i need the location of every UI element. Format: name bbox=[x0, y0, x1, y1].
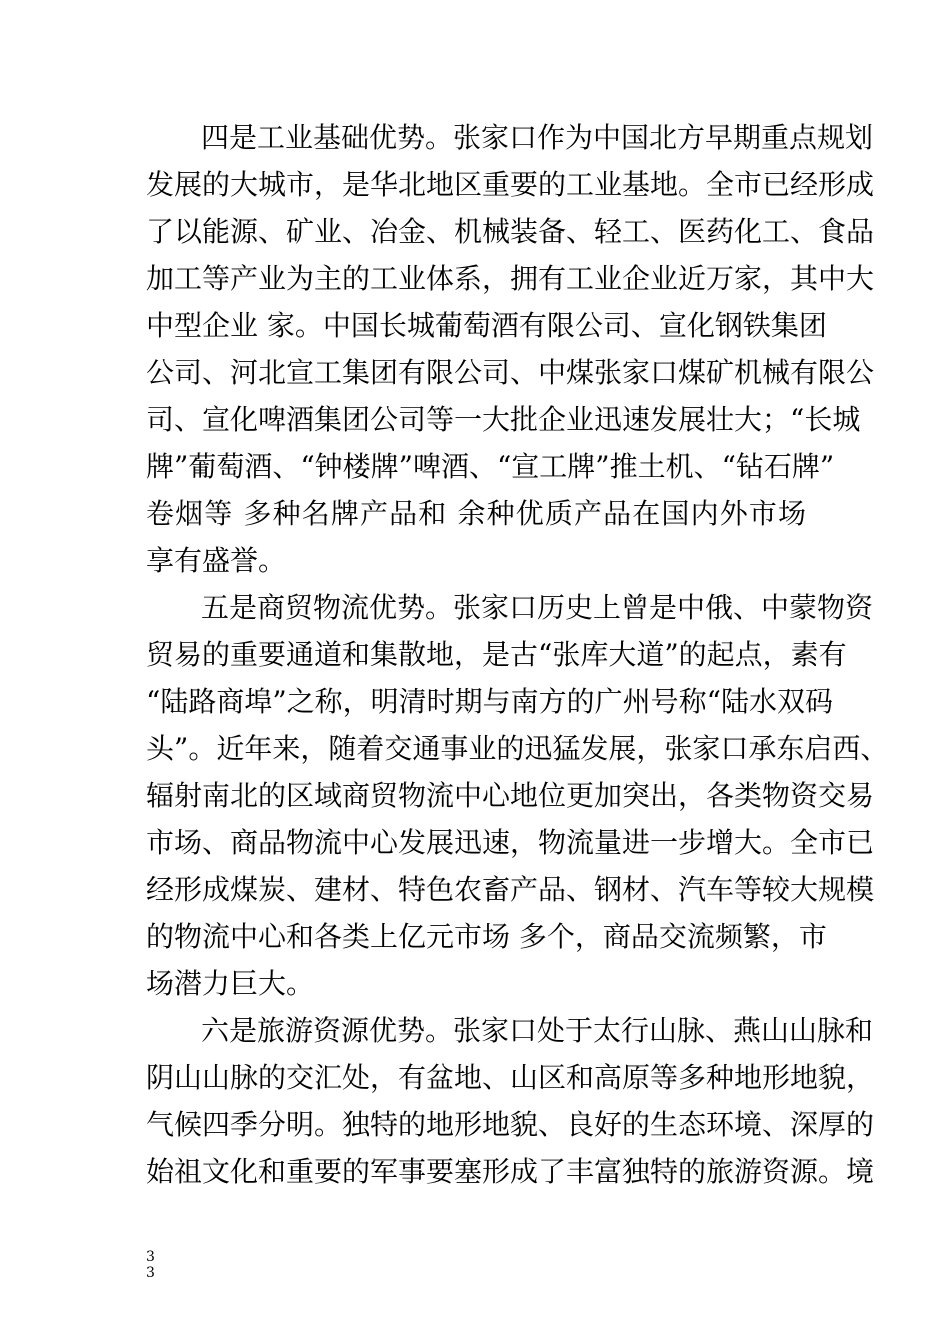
text-line: 加工等产业为主的工业体系，拥有工业企业近万家，其中大 bbox=[146, 262, 875, 295]
text-line: 司、宣化啤酒集团公司等一大批企业迅速发展壮大；“长城 bbox=[146, 403, 861, 436]
text-line: 场潜力巨大。 bbox=[146, 967, 315, 1000]
text-line: 经形成煤炭、建材、特色农畜产品、钢材、汽车等较大规模 bbox=[146, 873, 875, 906]
text-line: 发展的大城市，是华北地区重要的工业基地。全市已经形成 bbox=[146, 168, 875, 201]
text-line: 市场、商品物流中心发展迅速，物流量进一步增大。全市已 bbox=[146, 826, 875, 859]
text-line: 头”。近年来，随着交通事业的迅猛发展，张家口承东启西、 bbox=[146, 732, 889, 765]
text-line: 四是工业基础优势。张家口作为中国北方早期重点规划 bbox=[201, 121, 874, 154]
text-line: 六是旅游资源优势。张家口处于太行山脉、燕山山脉和 bbox=[201, 1014, 874, 1047]
text-line: 中型企业 家。中国长城葡萄酒有限公司、宣化钢铁集团 bbox=[146, 309, 827, 342]
page-number: 3 bbox=[146, 1265, 155, 1281]
text-line: “陆路商埠”之称，明清时期与南方的广州号称“陆水双码 bbox=[146, 685, 833, 718]
text-line: 卷烟等 多种名牌产品和 余种优质产品在国内外市场 bbox=[146, 497, 806, 530]
text-line: 牌”葡萄酒、“钟楼牌”啤酒、“宣工牌”推土机、“钻石牌” bbox=[146, 450, 835, 483]
text-line: 五是商贸物流优势。张家口历史上曾是中俄、中蒙物资 bbox=[201, 591, 874, 624]
text-line: 辐射南北的区域商贸物流中心地位更加突出，各类物资交易 bbox=[146, 779, 875, 812]
text-line: 气候四季分明。独特的地形地貌、良好的生态环境、深厚的 bbox=[146, 1108, 875, 1141]
text-line: 公司、河北宣工集团有限公司、中煤张家口煤矿机械有限公 bbox=[146, 356, 875, 389]
text-line: 始祖文化和重要的军事要塞形成了丰富独特的旅游资源。境 bbox=[146, 1155, 875, 1188]
text-line: 阴山山脉的交汇处，有盆地、山区和高原等多种地形地貌， bbox=[146, 1061, 875, 1094]
text-line: 贸易的重要通道和集散地，是古“张库大道”的起点，素有 bbox=[146, 638, 847, 671]
text-line: 了以能源、矿业、冶金、机械装备、轻工、医药化工、食品 bbox=[146, 215, 875, 248]
page-number: 3 bbox=[146, 1249, 155, 1265]
text-line: 的物流中心和各类上亿元市场 多个，商品交流频繁，市 bbox=[146, 920, 827, 953]
text-line: 享有盛誉。 bbox=[146, 544, 287, 577]
